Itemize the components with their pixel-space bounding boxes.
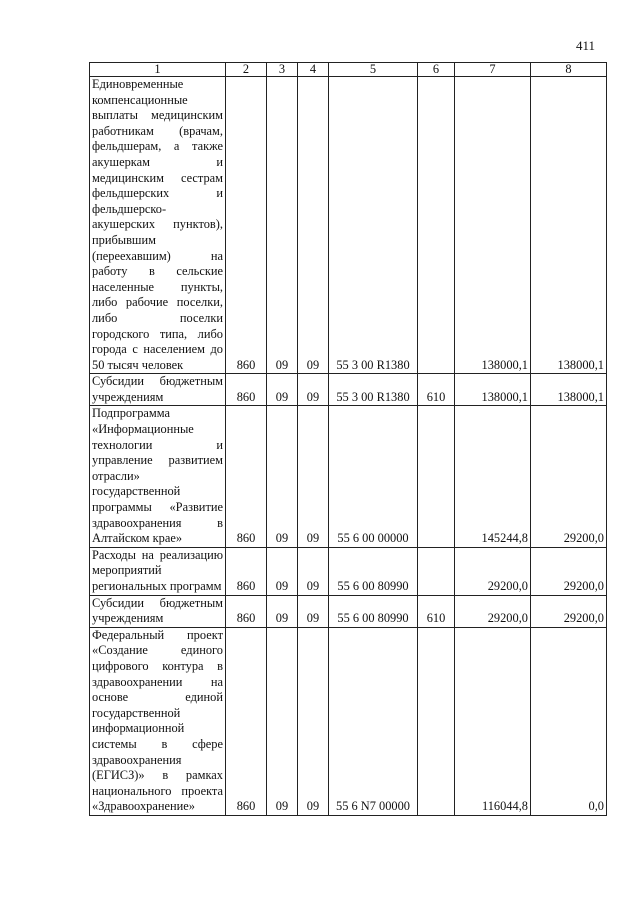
row-target-article: 55 3 00 R1380 bbox=[329, 374, 418, 406]
row-target-article: 55 6 00 00000 bbox=[329, 406, 418, 547]
col-header-1: 1 bbox=[90, 63, 226, 77]
row-description: Федеральный проект «Создание единого цифрового контура в здравоохранении на основе единой государственной информационной системы в сфере здравоохранения (ЕГИСЗ)» в рамках национального проекта «Здравоохранение» bbox=[90, 627, 226, 815]
row-amount-a: 29200,0 bbox=[455, 547, 531, 595]
row-ministry: 860 bbox=[226, 406, 267, 547]
row-subsection: 09 bbox=[298, 595, 329, 627]
row-expense-type bbox=[418, 406, 455, 547]
col-header-7: 7 bbox=[455, 63, 531, 77]
table-row bbox=[90, 627, 607, 815]
table-row bbox=[90, 406, 607, 547]
row-description: Субсидии бюджетным учреждениям bbox=[90, 595, 226, 627]
row-subsection: 09 bbox=[298, 77, 329, 374]
row-description: Субсидии бюджетным учреждениям bbox=[90, 374, 226, 406]
col-header-3: 3 bbox=[267, 63, 298, 77]
row-description: Единовременные компенсационные выплаты медицинским работникам (врачам, фельдшерам, а также акушеркам и медицинским сестрам фельдшерских и фельдшерско-акушерских пунктов), прибывшим (переехавшим) на работу в сельские населенные пункты, либо рабочие поселки, либо поселки городского типа, либо города с населением до 50 тысяч человек bbox=[90, 77, 226, 374]
row-ministry: 860 bbox=[226, 77, 267, 374]
row-amount-b: 138000,1 bbox=[531, 374, 607, 406]
row-ministry: 860 bbox=[226, 547, 267, 595]
row-expense-type bbox=[418, 627, 455, 815]
row-amount-a: 138000,1 bbox=[455, 374, 531, 406]
row-expense-type bbox=[418, 77, 455, 374]
row-section: 09 bbox=[267, 547, 298, 595]
row-target-article: 55 6 00 80990 bbox=[329, 547, 418, 595]
row-amount-a: 138000,1 bbox=[455, 77, 531, 374]
row-section: 09 bbox=[267, 77, 298, 374]
row-amount-a: 29200,0 bbox=[455, 595, 531, 627]
col-header-2: 2 bbox=[226, 63, 267, 77]
row-amount-a: 145244,8 bbox=[455, 406, 531, 547]
row-description: Расходы на реализацию мероприятий региональных программ bbox=[90, 547, 226, 595]
row-amount-b: 29200,0 bbox=[531, 406, 607, 547]
row-expense-type: 610 bbox=[418, 374, 455, 406]
table-row bbox=[90, 547, 607, 595]
row-section: 09 bbox=[267, 595, 298, 627]
table-row bbox=[90, 77, 607, 374]
row-target-article: 55 6 00 80990 bbox=[329, 595, 418, 627]
page-number: 411 bbox=[575, 38, 595, 53]
row-amount-b: 29200,0 bbox=[531, 547, 607, 595]
row-section: 09 bbox=[267, 627, 298, 815]
row-section: 09 bbox=[267, 374, 298, 406]
row-amount-b: 138000,1 bbox=[531, 77, 607, 374]
table-row bbox=[90, 595, 607, 627]
row-ministry: 860 bbox=[226, 627, 267, 815]
row-subsection: 09 bbox=[298, 547, 329, 595]
row-description: Подпрограмма «Информационные технологии и управление развитием отрасли» государственной программы «Развитие здравоохранения в Алтайском крае» bbox=[90, 406, 226, 547]
row-ministry: 860 bbox=[226, 595, 267, 627]
col-header-5: 5 bbox=[329, 63, 418, 77]
row-target-article: 55 6 N7 00000 bbox=[329, 627, 418, 815]
col-header-8: 8 bbox=[531, 63, 607, 77]
row-ministry: 860 bbox=[226, 374, 267, 406]
row-expense-type: 610 bbox=[418, 595, 455, 627]
row-amount-a: 116044,8 bbox=[455, 627, 531, 815]
row-subsection: 09 bbox=[298, 374, 329, 406]
row-expense-type bbox=[418, 547, 455, 595]
col-header-4: 4 bbox=[298, 63, 329, 77]
column-number-row bbox=[90, 63, 607, 77]
row-amount-b: 0,0 bbox=[531, 627, 607, 815]
row-subsection: 09 bbox=[298, 627, 329, 815]
row-amount-b: 29200,0 bbox=[531, 595, 607, 627]
row-subsection: 09 bbox=[298, 406, 329, 547]
row-section: 09 bbox=[267, 406, 298, 547]
table-row bbox=[90, 374, 607, 406]
row-target-article: 55 3 00 R1380 bbox=[329, 77, 418, 374]
budget-table bbox=[89, 62, 607, 816]
col-header-6: 6 bbox=[418, 63, 455, 77]
